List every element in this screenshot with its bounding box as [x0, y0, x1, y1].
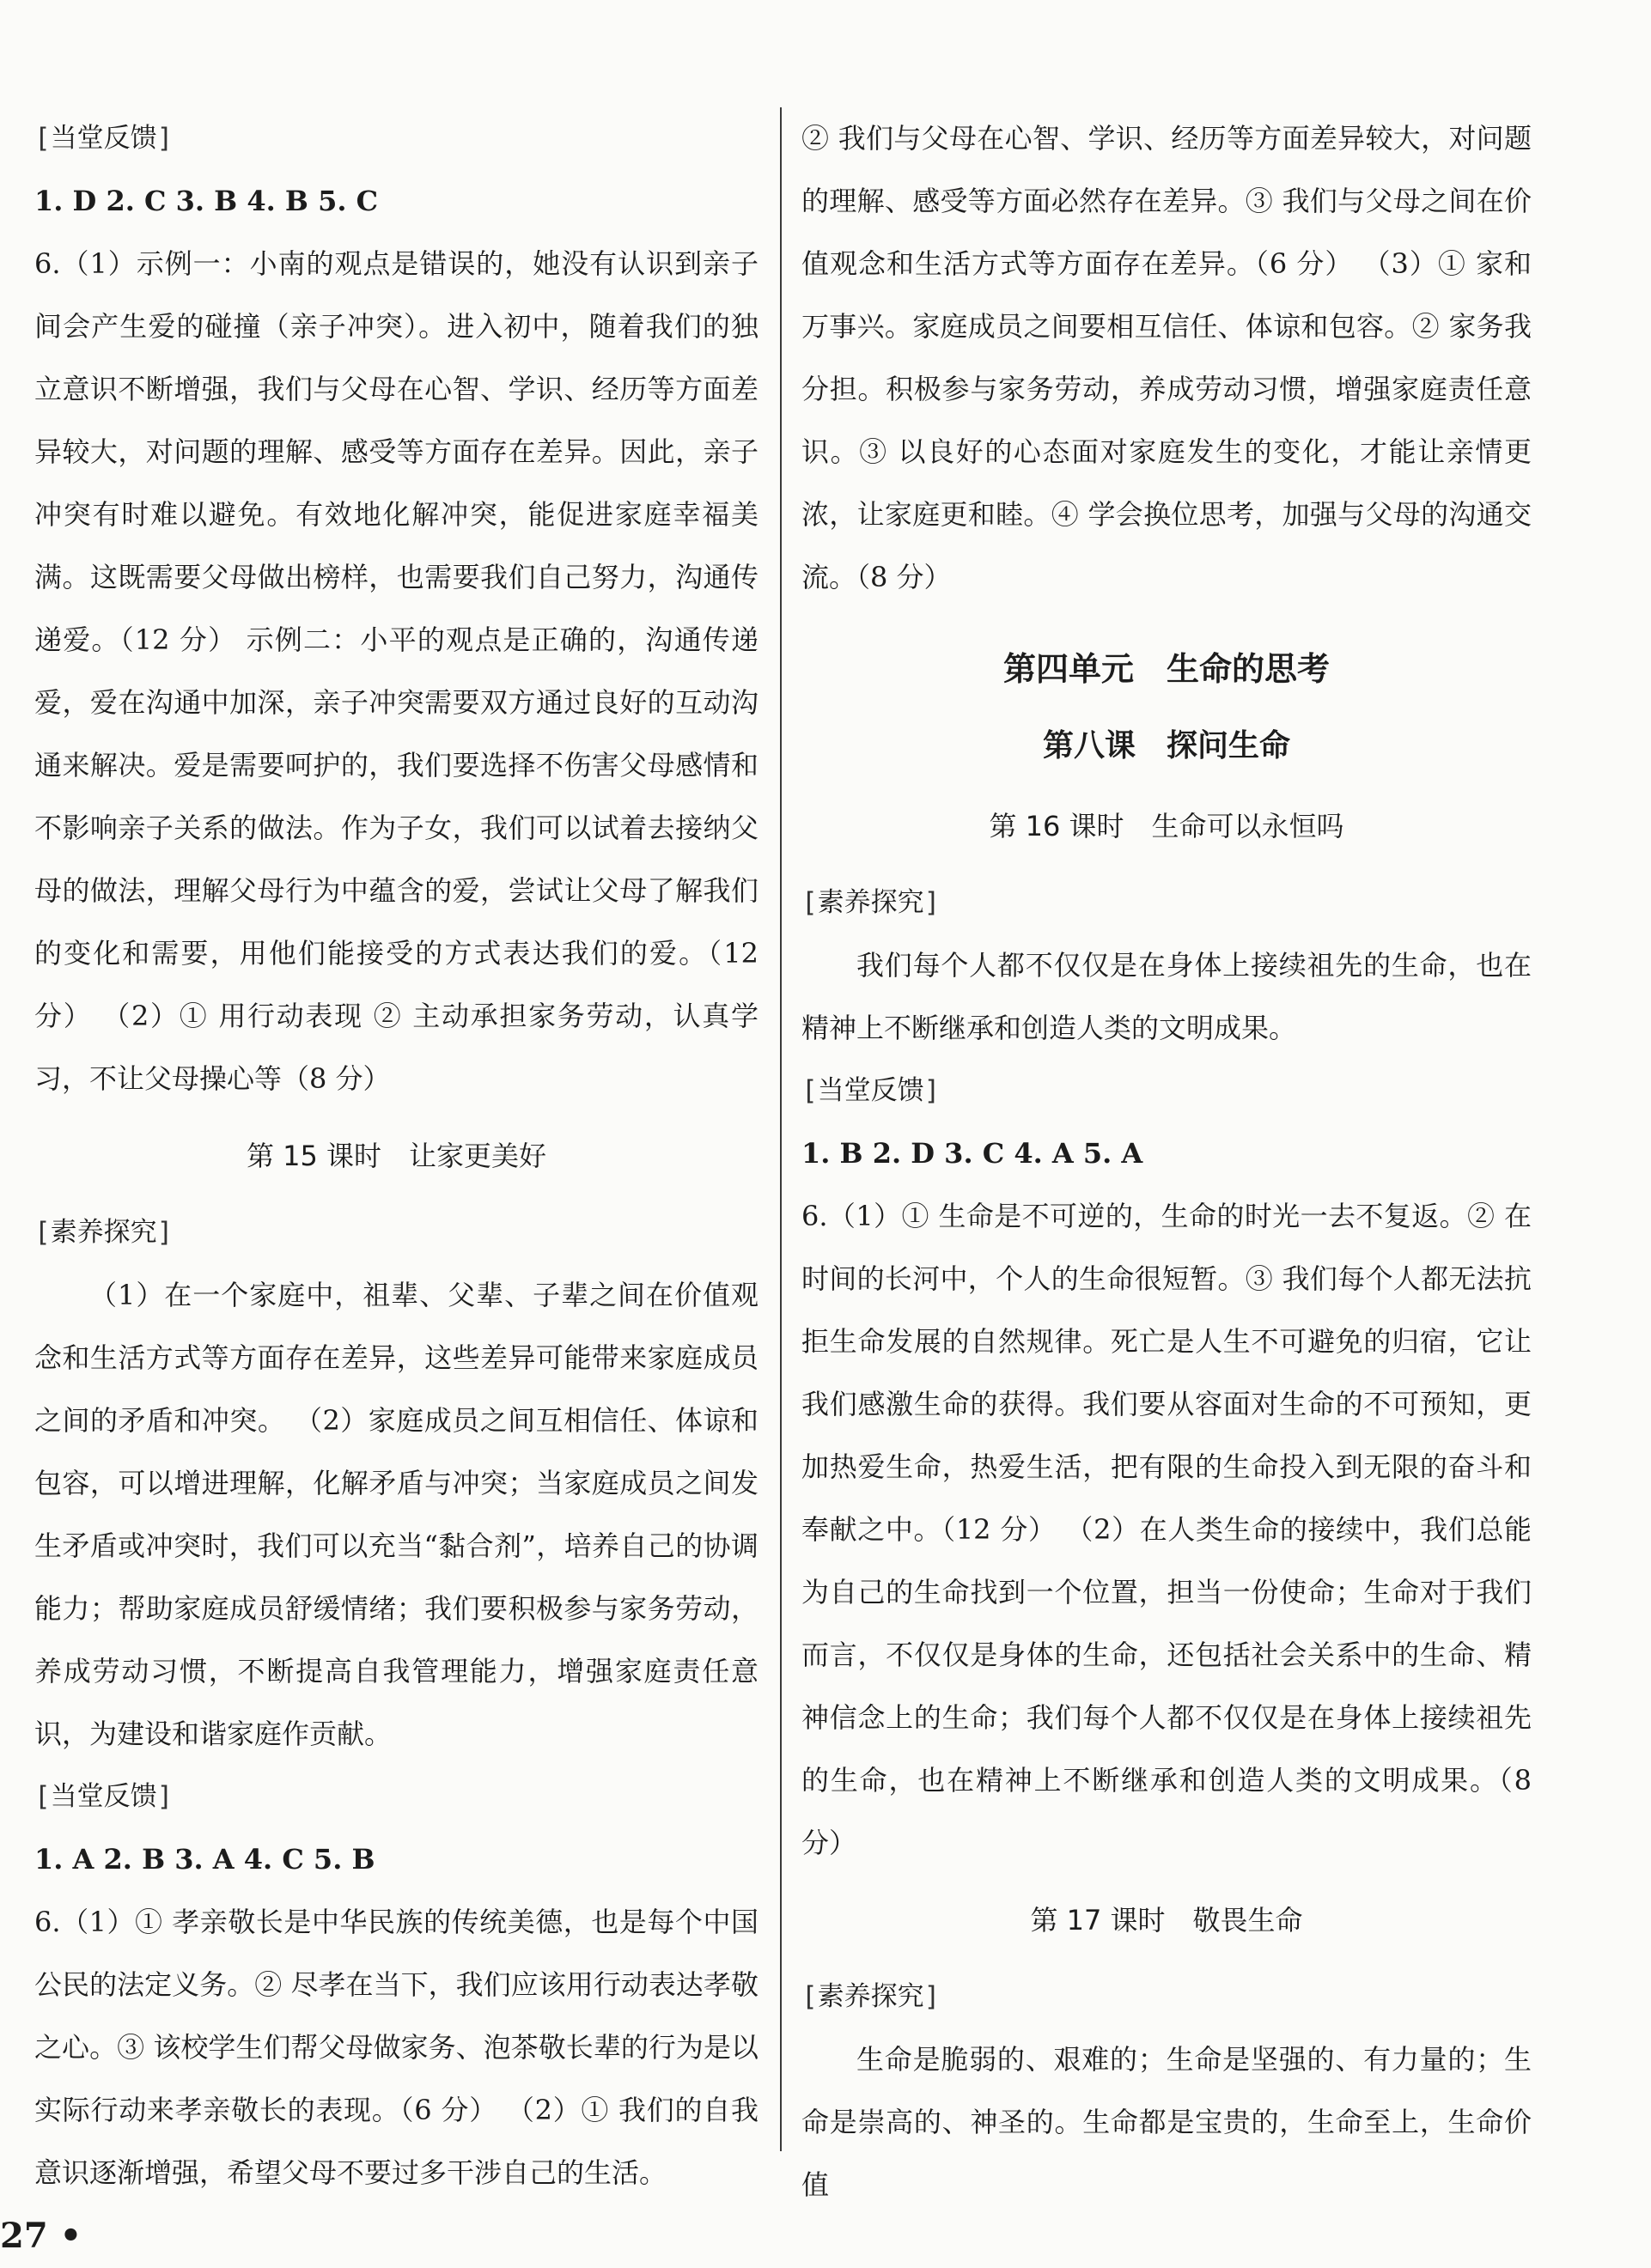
section-tag: [当堂反馈]: [34, 123, 174, 154]
column-divider: [780, 107, 782, 2151]
answer-paragraph: 6.（1）① 孝亲敬长是中华民族的传统美德，也是每个中国公民的法定义务。② 尽孝在当下，我们应该用行动表达孝敬之心。③ 该校学生们帮父母做家务、泡茶敬长辈的行为是以实际行动来孝亲敬长的表现。（6 分） （2）① 我们的自我意识逐渐增强，希望父母不要过多干涉自己的生活。: [34, 1906, 758, 2189]
continued-paragraph: ② 我们与父母在心智、学识、经历等方面差异较大，对问题的理解、感受等方面必然存在差异。③ 我们与父母之间在价值观念和生活方式等方面存在差异。（6 分） （3）① 家和万事兴。家庭成员之间要相互信任、体谅和包容。② 家务我分担。积极参与家务劳动，养成劳动习惯，增强家庭责任意识。③ 以良好的心态面对家庭发生的变化，才能让亲情更浓，让家庭更和睦。④ 学会换位思考，加强与父母的沟通交流。（8 分）: [801, 122, 1532, 593]
answer-line: 1. D 2. C 3. B 4. B 5. C: [34, 185, 379, 217]
section-tag: [当堂反馈]: [34, 1781, 174, 1812]
answer-paragraph: 6.（1）示例一：小南的观点是错误的，她没有认识到亲子间会产生爱的碰撞（亲子冲突）。进入初中，随着我们的独立意识不断增强，我们与父母在心智、学识、经历等方面差异较大，对问题的理解、感受等方面存在差异。因此，亲子冲突有时难以避免。有效地化解冲突，能促进家庭幸福美满。这既需要父母做出榜样，也需要我们自己努力，沟通传递爱。（12 分） 示例二：小平的观点是正确的，沟通传递爱，爱在沟通中加深，亲子冲突需要双方通过良好的互动沟通来解决。爱是需要呵护的，我们要选择不伤害父母感情和不影响亲子关系的做法。作为子女，我们可以试着去接纳父母的做法，理解父母行为中蕴含的爱，尝试让父母了解我们的变化和需要，用他们能接受的方式表达我们的爱。（12 分） （2）① 用行动表现 ② 主动承担家务劳动，认真学习，不让父母操心等（8 分）: [34, 247, 758, 1095]
left-column: [34, 107, 758, 2204]
explore-paragraph: 我们每个人都不仅仅是在身体上接续祖先的生命，也在精神上不断继承和创造人类的文明成果。: [801, 949, 1532, 1044]
section-tag: [当堂反馈]: [801, 1075, 941, 1106]
explore-paragraph: 生命是脆弱的、艰难的；生命是坚强的、有力量的；生命是崇高的、神圣的。生命都是宝贵的，生命至上，生命价值: [801, 2043, 1532, 2201]
right-column: [801, 107, 1532, 2216]
lesson-title: 第 15 课时 让家更美好: [246, 1140, 547, 1172]
section-tag: [素养探究]: [801, 887, 941, 918]
section-tag: [素养探究]: [34, 1217, 174, 1248]
section-tag: [素养探究]: [801, 1981, 941, 2012]
lesson-title: 第 16 课时 生命可以永恒吗: [989, 810, 1344, 842]
page-number: 27 •: [0, 2216, 82, 2256]
explore-paragraph: （1）在一个家庭中，祖辈、父辈、子辈之间在价值观念和生活方式等方面存在差异，这些差异可能带来家庭成员之间的矛盾和冲突。 （2）家庭成员之间互相信任、体谅和包容，可以增进理解，化解矛盾与冲突；当家庭成员之间发生矛盾或冲突时，我们可以充当“黏合剂”，培养自己的协调能力；帮助家庭成员舒缓情绪；我们要积极参与家务劳动，养成劳动习惯，不断提高自我管理能力，增强家庭责任意识，为建设和谐家庭作贡献。: [34, 1279, 758, 1750]
lesson-title: 第 17 课时 敬畏生命: [1030, 1904, 1303, 1937]
answer-paragraph: 6.（1）① 生命是不可逆的，生命的时光一去不复返。② 在时间的长河中，个人的生命很短暂。③ 我们每个人都无法抗拒生命发展的自然规律。死亡是人生不可避免的归宿，它让我们感激生命的获得。我们要从容面对生命的不可预知，更加热爱生命，热爱生活，把有限的生命投入到无限的奋斗和奉献之中。（12 分） （2）在人类生命的接续中，我们总能为自己的生命找到一个位置，担当一份使命；生命对于我们而言，不仅仅是身体的生命，还包括社会关系中的生命、精神信念上的生命；我们每个人都不仅仅是在身体上接续祖先的生命，也在精神上不断继承和创造人类的文明成果。（8 分）: [801, 1200, 1532, 1859]
unit-title: 第四单元 生命的思考: [1002, 650, 1330, 688]
answer-line: 1. A 2. B 3. A 4. C 5. B: [34, 1843, 375, 1876]
chapter-title: 第八课 探问生命: [1042, 728, 1290, 763]
answer-line: 1. B 2. D 3. C 4. A 5. A: [801, 1137, 1143, 1170]
